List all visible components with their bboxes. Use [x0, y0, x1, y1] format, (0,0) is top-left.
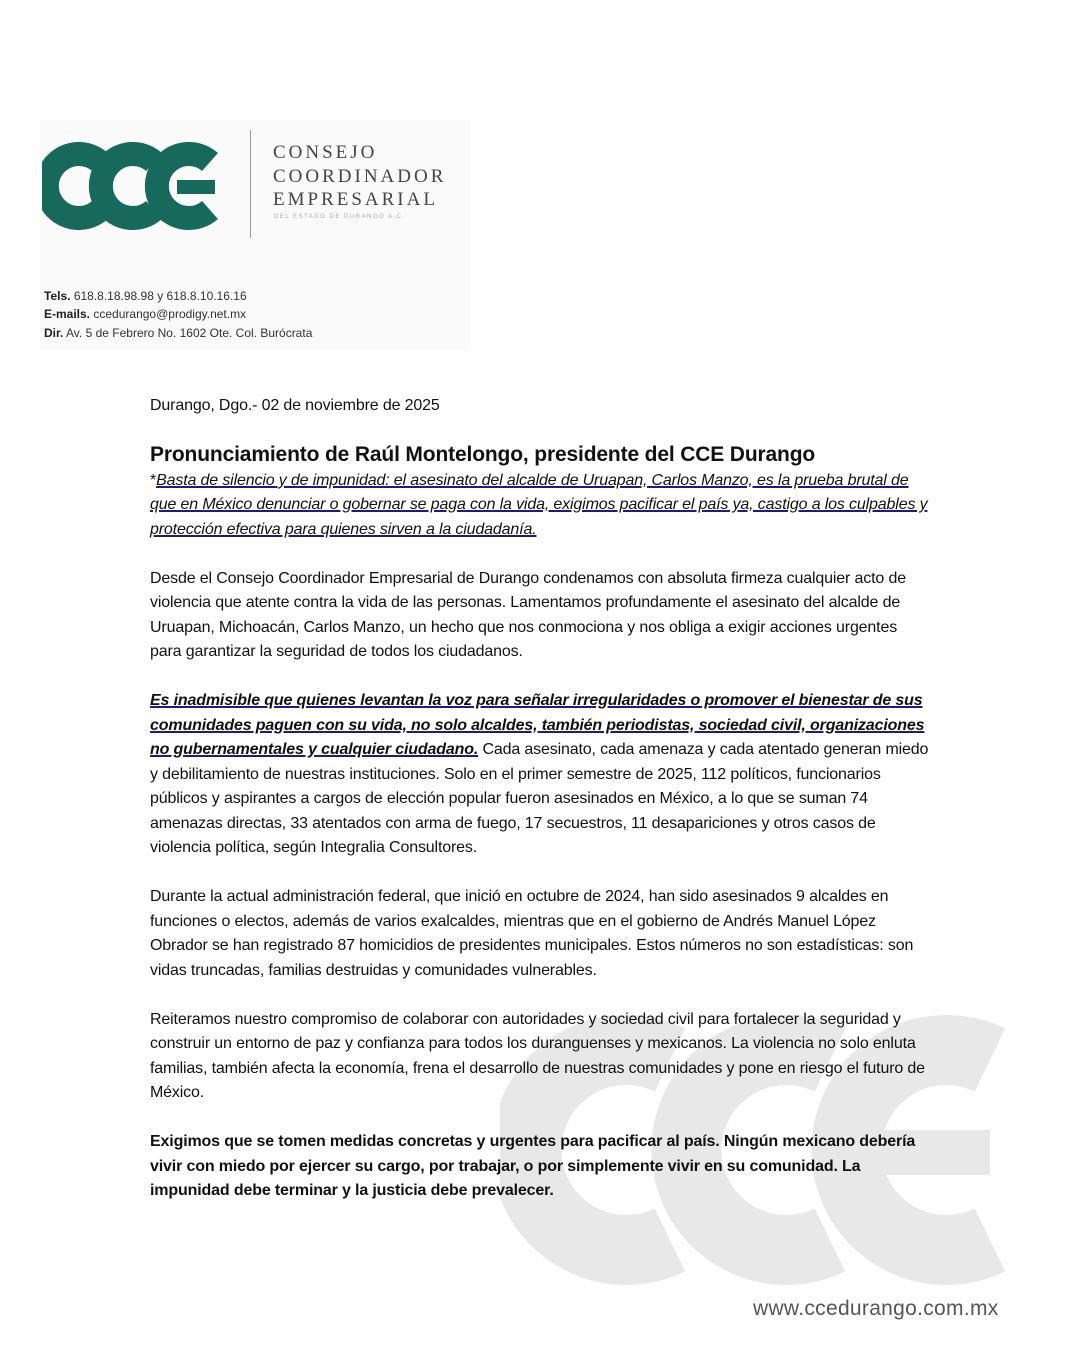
paragraph-4: Reiteramos nuestro compromiso de colaborar con autoridades y sociedad civil para fortalecer la seguridad y construir un entorno de paz y confianza para todos los duranguenses y mexicanos. La violencia no solo enluta familias, también afecta la economía, frena el desarrollo de nuestras comunidades y pone en riesgo el futuro de México. — [150, 1010, 925, 1101]
subtitle-text: Basta de silencio y de impunidad: el asesinato del alcalde de Uruapan, Carlos Manzo, es la prueba brutal de que en México denunciar o gobernar se paga con la vida, exigimos pacificar el país ya, castigo a los culpables y protección efectiva para quienes sirven a la ciudadanía. — [150, 471, 928, 538]
contact-emails — [44, 307, 246, 321]
org-name-line-1: CONSEJO — [273, 142, 378, 163]
org-name-line-3: EMPRESARIAL — [273, 189, 438, 210]
dir-value: Av. 5 de Febrero No. 1602 Ote. Col. Burócrata — [66, 326, 313, 340]
document-title: Pronunciamiento de Raúl Montelongo, presidente del CCE Durango — [150, 442, 816, 466]
paragraph-3: Durante la actual administración federal, que inició en octubre de 2024, han sido asesinados 9 alcaldes en funciones o electos, además de varios exalcaldes, mientras que en el gobierno de Andrés Manuel López Obrador se han registrado 87 homicidios de presidentes municipales. Estos números no son estadísticas: son vidas truncadas, familias destruidas y comunidades vulnerables. — [150, 888, 914, 979]
subtitle-paragraph — [150, 469, 932, 543]
cce-logo — [42, 140, 232, 230]
paragraph-2-emphasis: Es inadmisible que quienes levantan la voz para señalar irregularidades o promover el bienestar de sus comunidades paguen con su vida, no solo alcaldes, también periodistas, sociedad civil, organizaciones no gubernamentales y cualquier ciudadano. — [150, 692, 925, 758]
paragraph-5: Exigimos que se tomen medidas concretas y urgentes para pacificar al país. Ningún mexicano debería vivir con miedo por ejercer su cargo, por trabajar, o por simplemente vivir en su comunidad. La impunidad debe terminar y la justicia debe prevalecer. — [150, 1133, 916, 1199]
date-line: Durango, Dgo.- 02 de noviembre de 2025 — [150, 397, 440, 414]
org-subtitle: DEL ESTADO DE DURANGO A.C. — [274, 214, 406, 220]
letterhead — [40, 120, 470, 350]
tels-value: 618.8.18.98.98 y 618.8.10.16.16 — [73, 289, 247, 303]
emails-label: E-mails. — [44, 307, 91, 321]
tels-label: Tels. — [44, 289, 71, 303]
org-name-line-2: COORDINADOR — [273, 166, 447, 187]
dir-label: Dir. — [44, 326, 64, 340]
paragraph-2 — [150, 689, 932, 861]
paragraph-2-text: Cada asesinato, cada amenaza y cada atentado generan miedo y debilitamiento de nuestras instituciones. Solo en el primer semestre de 2025, 112 políticos, funcionarios públicos y aspirantes a cargos de elección popular fueron asesinados en México, a lo que se suman 74 amenazas directas, 33 atentados con arma de fuego, 17 secuestros, 11 desapariciones y otros casos de violencia política, según Integralia Consultores. — [150, 741, 929, 856]
subtitle-asterisk: * — [150, 471, 157, 489]
document-body — [150, 394, 932, 1228]
paragraph-1: Desde el Consejo Coordinador Empresarial de Durango condenamos con absoluta firmeza cualquier acto de violencia que atente contra la vida de las personas. Lamentamos profundamente el asesinato del alcalde de Uruapan, Michoacán, Carlos Manzo, un hecho que nos conmociona y nos obliga a exigir acciones urgentes para garantizar la seguridad de todos los ciudadanos. — [150, 569, 906, 660]
website-url: www.ccedurango.com.mx — [753, 1297, 999, 1320]
logo-divider — [250, 130, 251, 238]
contact-tels — [44, 289, 247, 303]
emails-value: ccedurango@prodigy.net.mx — [93, 307, 247, 321]
contact-address — [44, 326, 312, 340]
